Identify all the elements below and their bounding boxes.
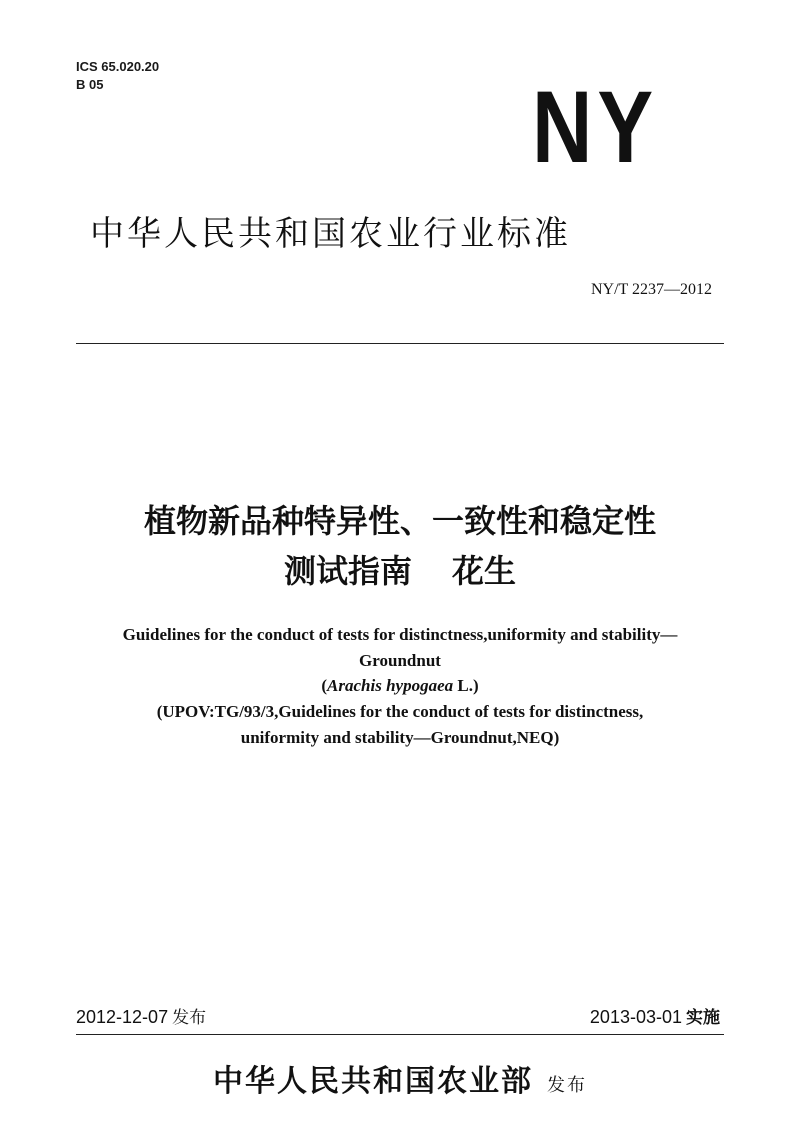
- issue-date-block: [76, 1006, 206, 1029]
- chinese-title-line-1: 植物新品种特异性、一致性和稳定性: [143, 502, 656, 540]
- standard-family-title: 中华人民共和国农业行业标准: [90, 214, 571, 254]
- ics-code: ICS 65.020.20: [76, 59, 160, 74]
- issue-label: 发布: [172, 1008, 207, 1028]
- issuer-line: [0, 1062, 800, 1106]
- effective-date-block: [590, 1006, 720, 1029]
- upov-reference-line-1: (UPOV:TG/93/3,Guidelines for the conduct of tests for distinctness,: [156, 702, 644, 721]
- ny-logo: NY: [532, 70, 659, 184]
- issuer-name: 中华人民共和国农业部: [213, 1064, 533, 1099]
- classification-codes: [76, 58, 159, 94]
- scientific-name: Arachis hypogaea: [327, 676, 454, 695]
- chinese-title-line-2: [0, 550, 800, 592]
- english-title-line-2: Groundnut: [359, 651, 441, 670]
- scientific-name-open: (: [321, 676, 328, 695]
- standard-number: NY/T 2237—2012: [590, 281, 712, 298]
- effective-label: 实施: [686, 1008, 720, 1028]
- top-divider: [76, 343, 724, 344]
- issue-date: 2012-12-07: [76, 1007, 169, 1027]
- scientific-name-authority: L.): [453, 676, 479, 695]
- upov-reference-line-2: uniformity and stability—Groundnut,NEQ): [240, 728, 560, 747]
- ccs-code: B 05: [76, 77, 104, 92]
- english-title-line-1: Guidelines for the conduct of tests for distinctness,uniformity and stability—: [122, 625, 678, 644]
- issuer-action: 发布: [547, 1075, 587, 1096]
- bottom-divider: [76, 1034, 724, 1035]
- scientific-name-line: [0, 675, 800, 697]
- chinese-title-guide: 测试指南: [283, 552, 412, 590]
- effective-date: 2013-03-01: [589, 1007, 682, 1027]
- chinese-title-crop: 花生: [452, 552, 517, 590]
